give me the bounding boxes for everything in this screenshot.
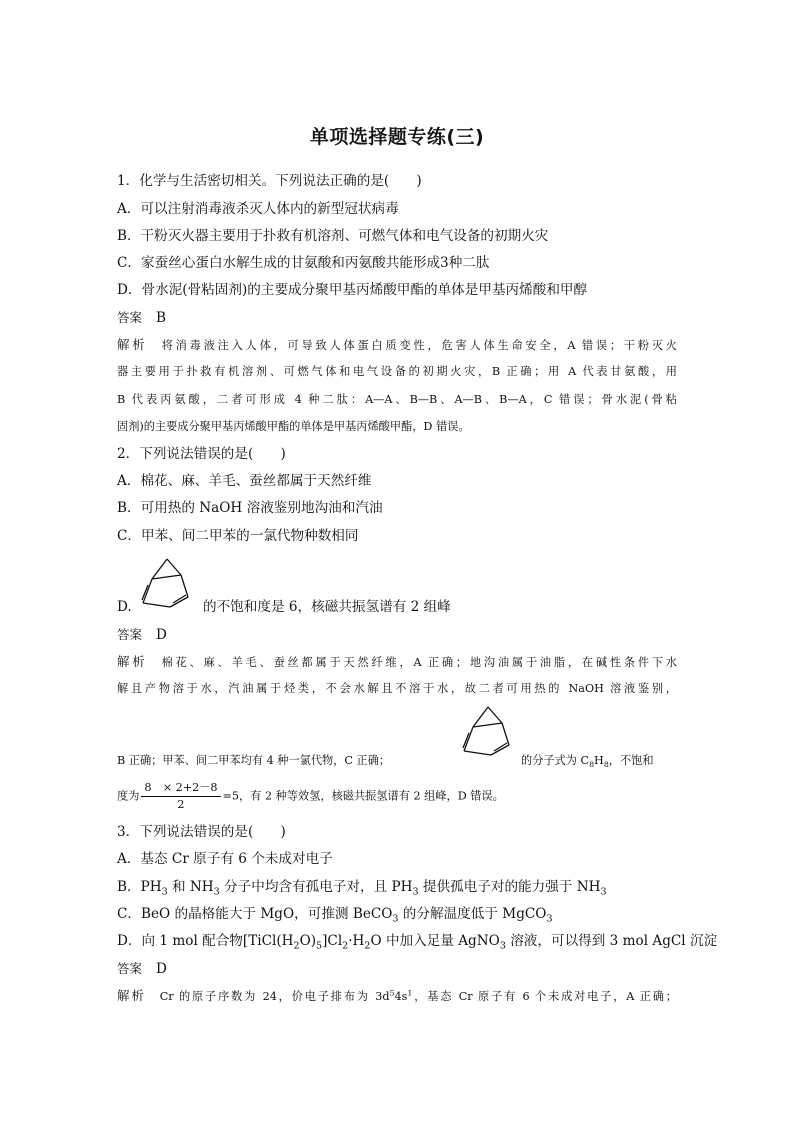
text: 分子中均含有孤电子对，且 PH [219, 879, 413, 895]
formula-text: 的分子式为 C [521, 754, 590, 767]
q3-option-c [117, 905, 553, 923]
analysis-text: ，基态 Cr 原子有 6 个未成对电子，A 正确； [412, 990, 677, 1003]
superscript: 1 [407, 988, 413, 998]
text: 溶液，可以得到 3 mol AgCl 沉淀 [505, 933, 718, 949]
text: ]Cl [322, 933, 343, 949]
q2-answer [117, 626, 167, 644]
q1-analysis-line-3: B 代表丙氨酸，二者可形成 4 种二肽：A—A、B—B、A—B、B—A，C 错误；骨水泥(骨粘 [117, 393, 677, 406]
analysis-text: 4s [394, 990, 408, 1003]
q1-analysis-line-2: 器主要用于扑救有机溶剂、可燃气体和电气设备的初期火灾，B 正确；用 A 代表甘氨酸，用 [117, 365, 677, 378]
formula-text: H [594, 754, 604, 767]
q1-answer [117, 309, 166, 327]
subscript: 3 [412, 886, 419, 898]
text: O) [299, 933, 317, 949]
page-title: 单项选择题专练(三) [309, 126, 485, 148]
text: O 中加入足量 AgNO [370, 933, 500, 949]
analysis-text: Cr 的原子序数为 24，价电子排布为 3d [159, 990, 390, 1003]
answer-value: D [156, 627, 167, 643]
text: 的分解温度低于 MgCO [398, 906, 547, 922]
q2-option-d-text: 的不饱和度是 6，核磁共振氢谱有 2 组峰 [203, 599, 451, 615]
text: ·H [348, 933, 365, 949]
q1-option-a: A．可以注射消毒液杀灭人体内的新型冠状病毒 [117, 201, 399, 217]
q1-analysis-line-1 [117, 336, 677, 355]
q2-analysis-line-3a: B 正确；甲苯、间二甲苯均有 4 种一氯代物，C 正确； [117, 754, 391, 767]
answer-value: D [156, 961, 167, 977]
analysis-text: 棉花、麻、羊毛、蚕丝都属于天然纤维，A 正确；地沟油属于油脂，在碱性条件下水 [161, 656, 677, 669]
text: 提供孤电子对的能力强于 NH [418, 879, 601, 895]
q2-analysis-line-2: 解且产物溶于水，汽油属于烃类，不会水解且不溶于水，故二者可用热的 NaOH 溶液鉴别， [117, 682, 677, 695]
q2-option-b: B．可用热的 NaOH 溶液鉴别地沟油和汽油 [117, 500, 383, 516]
q1-option-b: B．干粉灭火器主要用于扑救有机溶剂、可燃气体和电气设备的初期火灾 [117, 228, 549, 244]
answer-value: B [156, 310, 167, 326]
subscript: 3 [392, 913, 399, 925]
q2-analysis-line-1 [117, 653, 677, 672]
subscript: 2 [342, 940, 349, 952]
q1-analysis-line-4: 固剂)的主要成分聚甲基丙烯酸甲酯的单体是甲基丙烯酸甲酯，D 错误。 [117, 420, 470, 433]
subscript: 3 [600, 886, 607, 898]
subscript: 3 [161, 886, 168, 898]
answer-label: 答案 [117, 961, 143, 976]
fraction [141, 780, 220, 813]
subscript: 3 [499, 940, 506, 952]
text: 和 NH [167, 879, 214, 895]
subscript: 3 [546, 913, 553, 925]
q3-answer [117, 960, 167, 978]
text: B．PH [117, 879, 162, 895]
q1-stem: 1．化学与生活密切相关。下列说法正确的是( ) [117, 173, 422, 189]
answer-label: 答案 [117, 310, 143, 325]
fraction-numerator: 8 × 2+2－8 [141, 780, 220, 797]
answer-label: 答案 [117, 627, 143, 642]
q2-option-a: A．棉花、麻、羊毛、蚕丝都属于天然纤维 [117, 473, 372, 489]
q3-analysis-line-1 [117, 987, 677, 1006]
norbornadiene-structure-2 [453, 705, 521, 765]
q2-option-d-prefix: D. [117, 599, 132, 615]
norbornadiene-structure-1 [132, 557, 202, 619]
analysis-text: 度为 [117, 789, 140, 803]
q1-option-d: D．骨水泥(骨粘固剂)的主要成分聚甲基丙烯酸甲酯的单体是甲基丙烯酸和甲醇 [117, 282, 588, 298]
q1-option-c: C．家蚕丝心蛋白水解生成的甘氨酸和丙氨酸共能形成3种二肽 [117, 255, 490, 271]
analysis-label: 解析 [117, 654, 148, 669]
q2-analysis-line-3b [521, 752, 654, 770]
subscript: 2 [364, 940, 371, 952]
text: C．BeO 的晶格能大于 MgO，可推测 BeCO [117, 906, 393, 922]
q3-stem: 3．下列说法错误的是( ) [117, 824, 286, 840]
q2-analysis-line-4 [117, 780, 504, 813]
analysis-label: 解析 [117, 337, 148, 352]
q2-stem: 2．下列说法错误的是( ) [117, 446, 286, 462]
superscript: 5 [389, 988, 395, 998]
subscript: 8 [589, 760, 595, 770]
analysis-text: =5，有 2 种等效氢，核磁共振氢谱有 2 组峰，D 错误。 [222, 789, 504, 803]
text: D．向 1 mol 配合物[TiCl(H [117, 933, 294, 949]
subscript: 8 [603, 760, 609, 770]
subscript: 3 [213, 886, 220, 898]
formula-text: ，不饱和 [608, 754, 654, 767]
q3-option-a: A．基态 Cr 原子有 6 个未成对电子 [117, 851, 333, 867]
subscript: 5 [316, 940, 323, 952]
q3-option-b [117, 878, 607, 896]
subscript: 2 [293, 940, 300, 952]
q2-option-c: C．甲苯、间二甲苯的一氯代物种数相同 [117, 528, 359, 544]
analysis-label: 解析 [117, 988, 146, 1003]
fraction-denominator: 2 [177, 798, 185, 811]
analysis-text: 将消毒液注入人体，可导致人体蛋白质变性，危害人体生命安全，A 错误；干粉灭火 [161, 339, 677, 352]
q3-option-d [117, 932, 717, 950]
